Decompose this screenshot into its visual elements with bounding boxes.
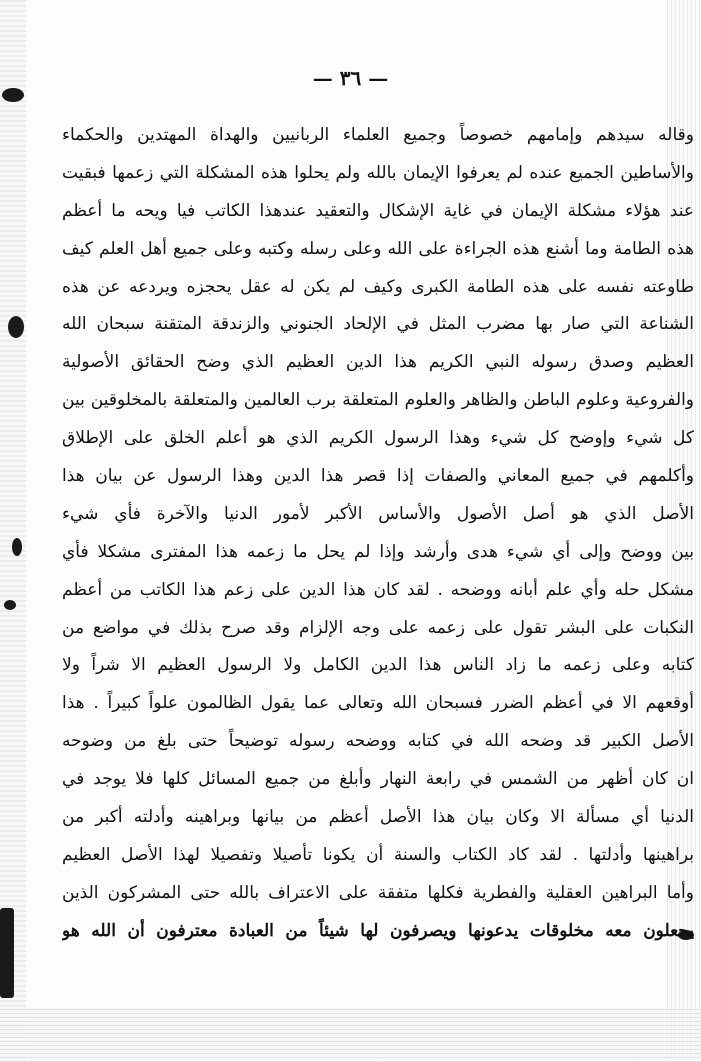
text-line: الأصل الكبير قد وضحه الله في كتابه ووضحه رسوله توضيحاً حتى بلغ من وضوحه — [62, 731, 694, 752]
bottom-scan-edge — [0, 1008, 701, 1062]
page-number: — ٣٦ — — [312, 66, 389, 90]
text-line: مشكل حله وأي علم أبانه ووضحه . لقد كان هذا الدين على زعم هذا الكاتب من أعظم — [62, 579, 694, 600]
ink-blot — [2, 88, 24, 102]
left-scan-edge — [0, 0, 26, 1062]
text-line: عند هؤلاء مشكلة الإيمان في غاية الإشكال والتعقيد عندهذا الكاتب فيا ويحه ما أعظم — [62, 200, 694, 221]
text-line: والأساطين الجميع عنده لم يعرفوا الإيمان بالله ولم يحلوا هذه المشكلة التي زعمها فبقيت — [62, 162, 694, 183]
text-line: الأصل الذي هو أصل الأصول والأساس الأكبر لأمور الدنيا والآخرة فأي شيء — [62, 503, 694, 524]
text-line: والفروعية وعلوم الباطن والظاهر والعلوم المتعلقة برب العالمين والمتعلقة بالمخلوقين بين — [62, 390, 694, 411]
body-text — [62, 117, 694, 951]
text-line: النكبات على البشر تقول على زعمه على وجه الإلزام وقد صرح بذلك في مواضع من — [62, 617, 694, 638]
text-line: وقاله سيدهم وإمامهم خصوصاً وجميع العلماء الربانيين والهداة المهتدين والحكماء — [62, 125, 694, 145]
text-line: وأما البراهين العقلية والفطرية فكلها متفقة على الاعتراف بالله حتى المشركون الذين — [62, 882, 694, 903]
ink-blot — [12, 538, 22, 556]
text-line: هذه الطامة وما أشنع هذه الجراءة على الله وعلى رسله وكتبه وعلى جميع أهل العلم كيف — [62, 238, 694, 259]
text-line: العظيم وصدق رسوله النبي الكريم هذا الدين العظيم الذي وضح الحقائق الأصولية — [62, 352, 694, 373]
text-line: بين ووضح وإلى أي شيء هدى وأرشد وإذا لم يحل ما زعمه هذا المفترى مشكلا فأي — [62, 541, 694, 562]
ink-blot — [4, 600, 16, 610]
text-line: كتابه وعلى زعمه ما زاد الناس هذا الدين الكامل ولا الرسول العظيم الا شراً ولا — [62, 655, 694, 676]
text-line: وأكلمهم في جميع المعاني والصفات إذا قصر هذا الدين وهذا الرسول عن بيان هذا — [62, 466, 694, 487]
text-line: أوقعهم الا في أعظم الضرر فسبحان الله وتعالى عما يقول الظالمون علواً كبيراً . هذا — [62, 693, 694, 714]
text-line: ان كان أظهر من الشمس في رابعة النهار وأبلغ من جميع المسائل كلها فلا يوجد في — [62, 769, 694, 790]
ink-blot — [8, 316, 24, 338]
text-line: الشناعة التي صار بها مضرب المثل في الإلحاد الجنوني والزندقة المتقنة سبحان الله — [62, 314, 694, 335]
text-line: الدنيا أي مسألة الا وكان بيان هذا الأصل أعظم من بيانها وبراهينه وأدلته أكبر من — [62, 807, 694, 828]
text-line: يجعلون معه مخلوقات يدعونها ويصرفون لها شيئاً من العبادة معترفون أن الله هو — [62, 920, 694, 941]
ink-blot — [0, 908, 14, 998]
text-line: كل شيء وإوضح كل شيء وهذا الرسول الكريم الذي هو أعلم الخلق على الإطلاق — [62, 428, 694, 449]
text-line: براهينها وأدلتها . لقد كاد الكتاب والسنة أن يكونا تأصيلا وتفصيلا لهذا الأصل العظيم — [62, 844, 694, 865]
text-line: طاوعته نفسه على هذه الطامة الكبرى وكيف لم يكن له عقل يحجزه ويردعه عن هذه — [62, 276, 694, 297]
